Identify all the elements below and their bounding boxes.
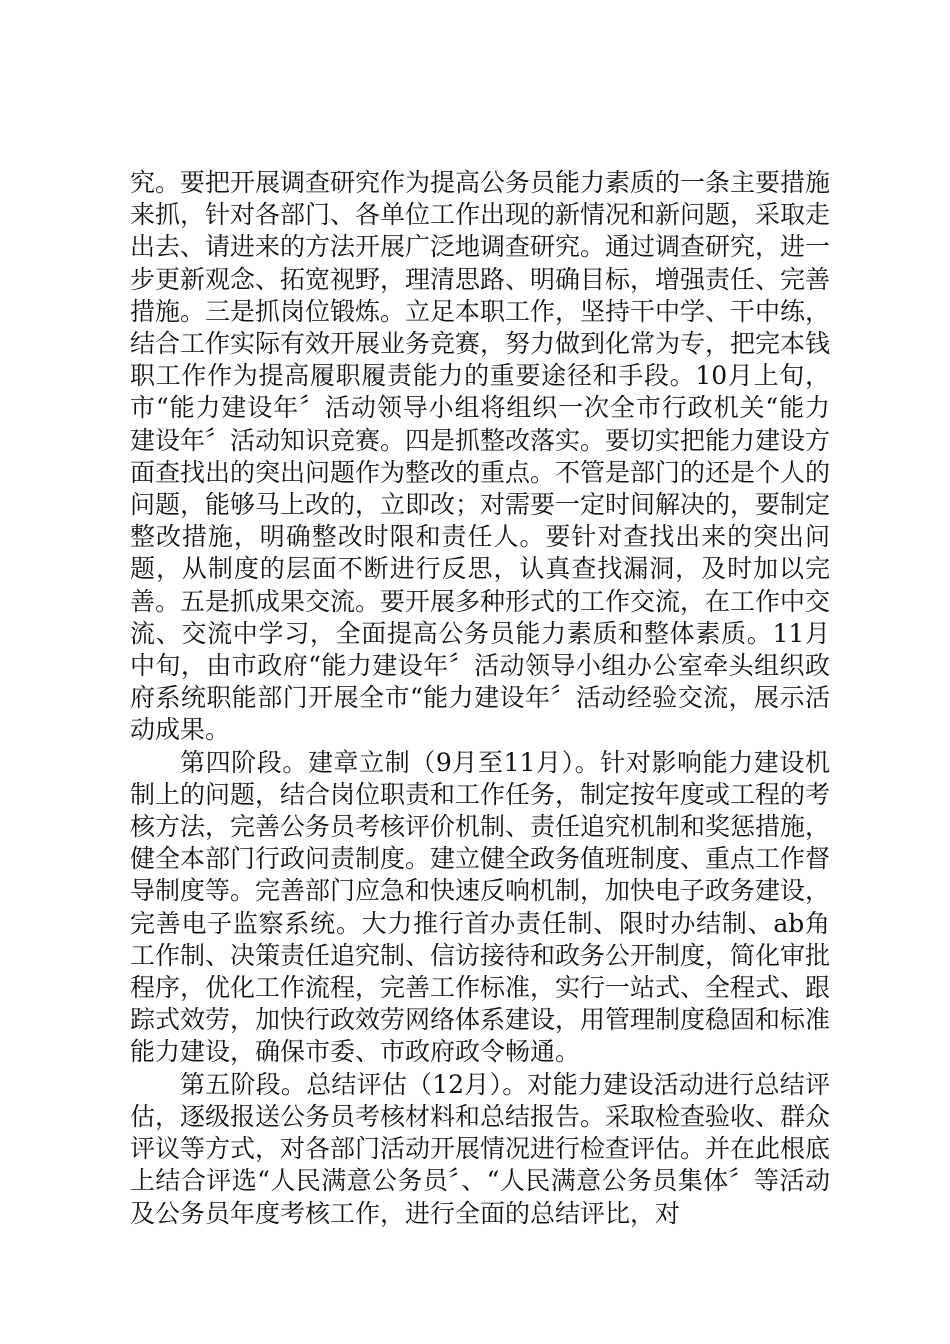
- document-page: [130, 167, 830, 1230]
- paragraph-research-and-practice: 究。要把开展调查研究作为提高公务员能力素质的一条主要措施来抓，针对各部门、各单位工作出现的新情况和新问题，采取走出去、请进来的方法开展广泛地调查研究。通过调查研究，进一步更新观念、拓宽视野，理清思路、明确目标，增强责任、完善措施。三是抓岗位锻炼。立足本职工作，坚持干中学、干中练，结合工作实际有效开展业务竞赛，努力做到化常为专，把完本钱职工作作为提高履职履责能力的重要途径和手段。10月上旬，市“能力建设年〞活动领导小组将组织一次全市行政机关“能力建设年〞活动知识竞赛。四是抓整改落实。要切实把能力建设方面查找出的突出问题作为整改的重点。不管是部门的还是个人的问题，能够马上改的，立即改；对需要一定时间解决的，要制定整改措施，明确整改时限和责任人。要针对查找出来的突出问题，从制度的层面不断进行反思，认真查找漏洞，及时加以完善。五是抓成果交流。要开展多种形式的工作交流，在工作中交流、交流中学习，全面提高公务员能力素质和整体素质。11月中旬，由市政府“能力建设年〞活动领导小组办公室牵头组织政府系统职能部门开展全市“能力建设年〞活动经验交流，展示活动成果。: [130, 168, 831, 745]
- paragraph-stage-five: 第五阶段。总结评估（12月）。对能力建设活动进行总结评估，逐级报送公务员考核材料和总结报告。采取检查验收、群众评议等方式，对各部门活动开展情况进行检查评估。并在此根底上结合评选“人民满意公务员〞、“人民满意公务员集体〞等活动及公务员年度考核工作，进行全面的总结评比，对: [130, 1069, 831, 1228]
- paragraph-stage-four: 第四阶段。建章立制（9月至11月）。针对影响能力建设机制上的问题，结合岗位职责和工作任务，制定按年度或工程的考核方法，完善公务员考核评价机制、责任追究机制和奖惩措施，健全本部门行政问责制度。建立健全政务值班制度、重点工作督导制度等。完善部门应急和快速反响机制，加快电子政务建设，完善电子监察系统。大力推行首办责任制、限时办结制、ab角工作制、决策责任追究制、信访接待和政务公开制度，简化审批程序，优化工作流程，完善工作标准，实行一站式、全程式、跟踪式效劳，加快行政效劳网络体系建设，用管理制度稳固和标准能力建设，确保市委、市政府政令畅通。: [130, 747, 831, 1067]
